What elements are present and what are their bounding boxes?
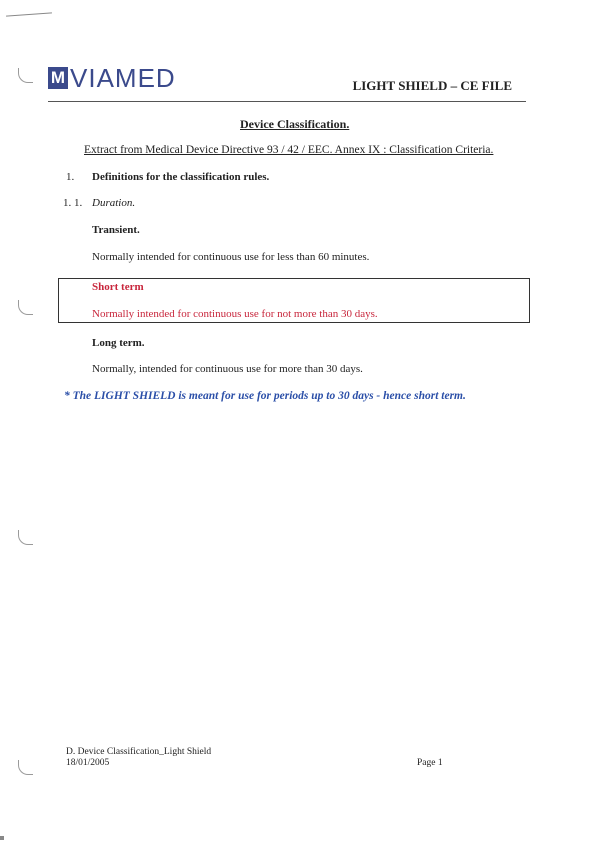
document-heading: Device Classification. bbox=[240, 117, 350, 131]
viamed-logo bbox=[48, 63, 176, 93]
scan-mark-top bbox=[6, 12, 52, 16]
transient-title: Transient. bbox=[92, 224, 140, 236]
logo-wordmark: VIAMED bbox=[70, 63, 176, 93]
section-title: Definitions for the classification rules. bbox=[92, 171, 270, 183]
logo-mark: M bbox=[48, 67, 68, 89]
classification-note: * The LIGHT SHIELD is meant for use for periods up to 30 days - hence short term. bbox=[64, 390, 466, 402]
short-term-title: Short term bbox=[92, 281, 144, 293]
punch-hole-mark bbox=[18, 530, 33, 545]
footer-filename: D. Device Classification_Light Shield bbox=[66, 747, 212, 757]
long-term-title: Long term. bbox=[92, 337, 145, 349]
header-title: LIGHT SHIELD – CE FILE bbox=[352, 78, 512, 93]
punch-hole-mark bbox=[18, 300, 33, 315]
header-divider bbox=[48, 101, 526, 102]
subsection-number: 1. 1. bbox=[63, 197, 83, 209]
footer-page-number: Page 1 bbox=[417, 758, 443, 768]
scan-mark-bottom bbox=[0, 836, 4, 840]
section-number: 1. bbox=[66, 171, 75, 183]
punch-hole-mark bbox=[18, 760, 33, 775]
long-term-text: Normally, intended for continuous use for more than 30 days. bbox=[92, 363, 363, 375]
short-term-text: Normally intended for continuous use for not more than 30 days. bbox=[92, 308, 378, 320]
document-subheading: Extract from Medical Device Directive 93 / 42 / EEC. Annex IX : Classification Criteria. bbox=[84, 144, 494, 156]
footer-date: 18/01/2005 bbox=[66, 758, 110, 768]
subsection-title: Duration. bbox=[92, 197, 136, 209]
transient-text: Normally intended for continuous use for less than 60 minutes. bbox=[92, 251, 370, 263]
punch-hole-mark bbox=[18, 68, 33, 83]
